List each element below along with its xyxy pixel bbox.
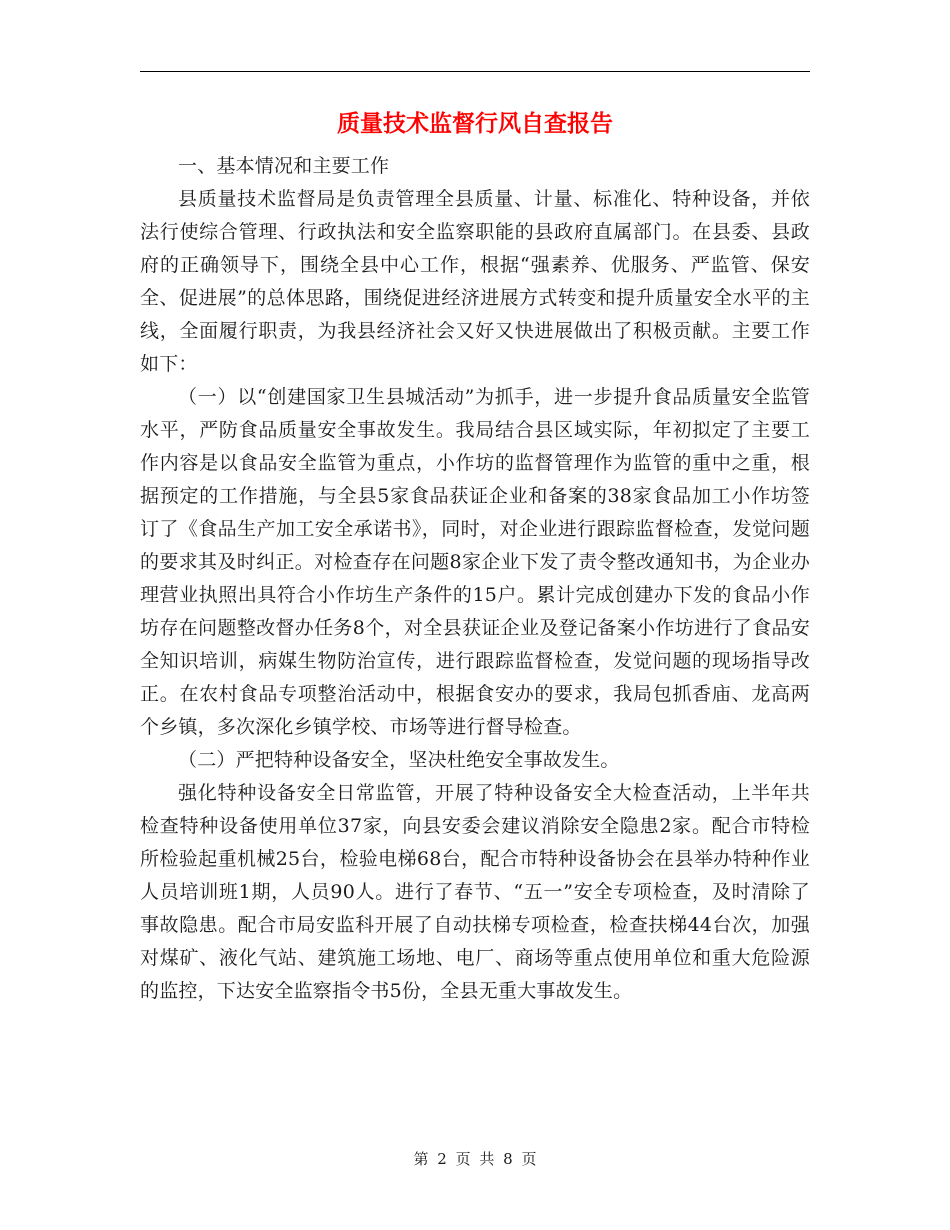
document-body (140, 150, 810, 1008)
paragraph-special-equipment: 强化特种设备安全日常监管，开展了特种设备安全大检查活动，上半年共检查特种设备使用单位37家，向县安委会建议消除安全隐患2家。配合市特检所检验起重机械25台，检验电梯68台，配合市特种设备协会在县举办特种作业人员培训班1期，人员90人。进行了春节、“五一”安全专项检查，及时清除了事故隐患。配合市局安监科开展了自动扶梯专项检查，检查扶梯44台次，加强对煤矿、液化气站、建筑施工场地、电厂、商场等重点使用单位和重大危险源的监控，下达安全监察指令书5份，全县无重大事故发生。 (140, 782, 810, 1002)
page-number-footer: 第 2 页 共 8 页 (413, 1150, 537, 1168)
paragraph-food-safety: （一）以“创建国家卫生县城活动”为抓手，进一步提升食品质量安全监管水平，严防食品质量安全事故发生。我局结合县区域实际，年初拟定了主要工作内容是以食品安全监管为重点，小作坊的监督管理作为监管的重中之重，根据预定的工作措施，与全县5家食品获证企业和备案的38家食品加工小作坊签订了《食品生产加工安全承诺书》，同时，对企业进行跟踪监督检查，发觉问题的要求其及时纠正。对检查存在问题8家企业下发了责令整改通知书，为企业办理营业执照出具符合小作坊生产条件的15户。累计完成创建办下发的食品小作坊存在问题整改督办任务8个，对全县获证企业及登记备案小作坊进行了食品安全知识培训，病媒生物防治宣传，进行跟踪监督检查，发觉问题的现场指导改正。在农村食品专项整治活动中，根据食安办的要求，我局包抓香庙、龙高两个乡镇，多次深化乡镇学校、市场等进行督导检查。 (140, 386, 810, 738)
subheading-special-equipment: （二）严把特种设备安全，坚决杜绝安全事故发生。 (178, 749, 620, 771)
section-heading-basic-situation: 一、基本情况和主要工作 (178, 155, 390, 177)
document-title: 质量技术监督行风自查报告 (337, 110, 613, 137)
paragraph-bureau-overview: 县质量技术监督局是负责管理全县质量、计量、标准化、特种设备，并依法行使综合管理、行政执法和安全监察职能的县政府直属部门。在县委、县政府的正确领导下，围绕全县中心工作，根据“强素养、优服务、严监管、保安全、促进展”的总体思路，围绕促进经济进展方式转变和提升质量安全水平的主线，全面履行职责，为我县经济社会又好又快进展做出了积极贡献。主要工作如下： (140, 188, 810, 375)
header-rule (140, 71, 810, 72)
